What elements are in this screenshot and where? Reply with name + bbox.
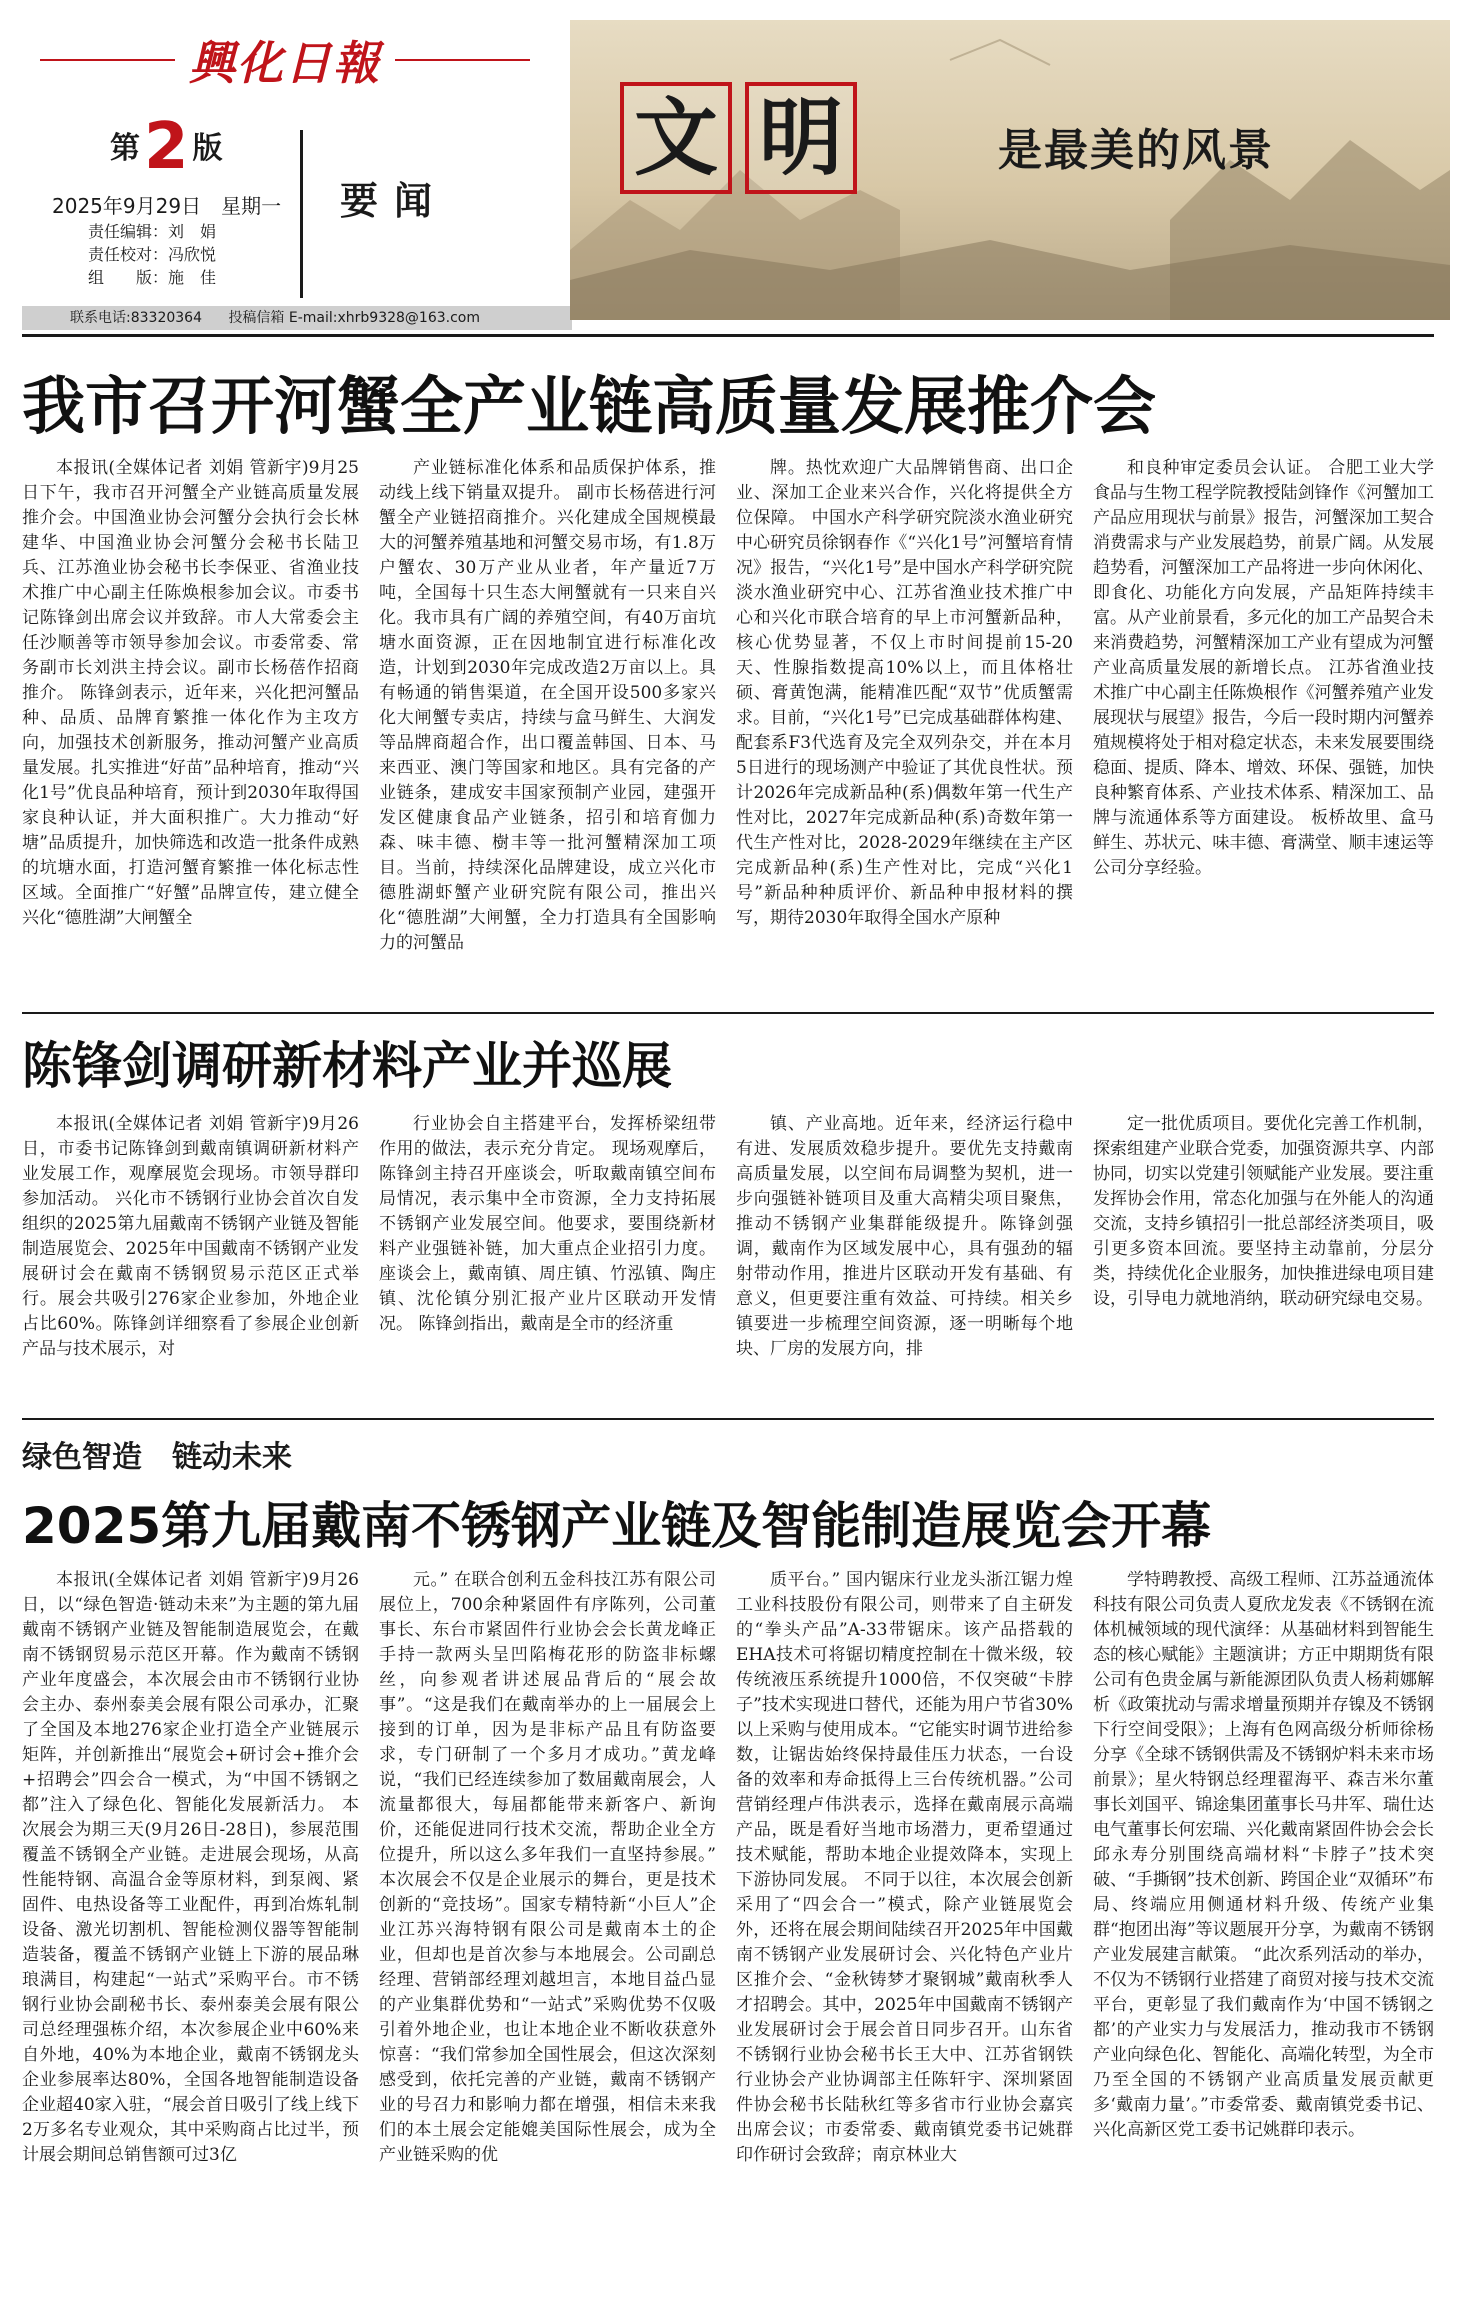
article3-kicker: 绿色智造 链动未来 [22,1440,292,1475]
edition-number: 第2 版 [110,110,223,184]
article1-col1: 本报讯(全媒体记者 刘娟 管新宇)9月25日下午，我市召开河蟹全产业链高质量发展推介会。中国渔业协会河蟹分会执行会长林建华、中国渔业协会河蟹分会秘书长陆卫兵、江苏渔业协会秘书长李保亚、省渔业技术推广中心副主任陈焕根参加会议。市委书记陈锋剑出席会议并致辞。市人大常委会主任沙顺善等市领导参加会议。市委常委、常务副市长刘洪主持会议。副市长杨蓓作招商推介。 陈锋剑表示，近年来，兴化把河蟹品种、品质、品牌育繁推一体化作为主攻方向，加强技术创新服务，推动河蟹产业高质量发展。扎实推进“好苗”品种培育，推动“兴化1号”优良品种培育，预计到2030年取得国家良种认证，并大面积推广。大力推动“好塘”品质提升，加快筛选和改造一批条件成熟的坑塘水面，打造河蟹育繁推一体化标志性区域。全面推广“好蟹”品牌宣传，建立健全兴化“德胜湖”大闸蟹全 [22,458,359,928]
logo-text: 興化日報 [189,36,381,90]
article2-col3: 镇、产业高地。近年来，经济运行稳中有进、发展质效稳步提升。要优先支持戴南高质量发展，以空间布局调整为契机，进一步向强链补链项目及重大高精尖项目聚焦，推动不锈钢产业集群能级提升。陈锋剑强调，戴南作为区域发展中心，具有强劲的辐射带动作用，推进片区联动开发有基础、有意义，但更要注重有效益、可持续。相关乡镇要进一步梳理空间资源，逐一明晰每个地块、厂房的发展方向，排 [736,1114,1073,1359]
newspaper-logo [40,30,530,90]
layout-credit: 组 版：施 佳 [88,268,217,287]
contact-bar [22,306,572,330]
phone: 联系电话:83320364 [70,310,202,326]
article1-body [22,456,1434,998]
staff-credits [88,220,216,289]
article2-rule [22,1012,1434,1014]
editor-credit: 责任编辑：刘 娟 [88,222,217,241]
banner-char-ming: 明 [745,82,857,194]
article2-body [22,1112,1434,1402]
issue-date: 2025年9月29日 星期一 [52,194,282,218]
article2-headline: 陈锋剑调研新材料产业并巡展 [22,1037,672,1095]
masthead-divider [300,130,303,298]
civilization-banner [570,20,1450,320]
banner-char-wen: 文 [620,82,732,194]
email: 投稿信箱 E-mail:xhrb9328@163.com [228,310,480,326]
article3-headline: 2025第九届戴南不锈钢产业链及智能制造展览会开幕 [22,1497,1212,1555]
article3-rule [22,1418,1434,1420]
article1-col2: 产业链标准化体系和品质保护体系，推动线上线下销量双提升。 副市长杨蓓进行河蟹全产业链招商推介。兴化建成全国规模最大的河蟹养殖基地和河蟹交易市场，有1.8万户蟹农、30万产业从业者，年产量近7万吨，全国每十只生态大闸蟹就有一只来自兴化。我市具有广阔的养殖空间，有40万亩坑塘水面资源，正在因地制宜进行标准化改造，计划到2030年完成改造2万亩以上。具有畅通的销售渠道，在全国开设500多家兴化大闸蟹专卖店，持续与盒马鲜生、大润发等品牌商超合作，出口覆盖韩国、日本、马来西亚、澳门等国家和地区。具有完备的产业链条，建成安丰国家预制产业园，建强开发区健康食品产业链条，招引和培育伽力森、味丰德、樹丰等一批河蟹精深加工项目。当前，持续深化品牌建设，成立兴化市德胜湖虾蟹产业研究院有限公司，推出兴化“德胜湖”大闸蟹，全力打造具有全国影响力的河蟹品 [379,458,716,953]
article1-headline: 我市召开河蟹全产业链高质量发展推介会 [22,370,1156,443]
section-title: 要闻 [340,178,449,223]
article1-col4: 和良种审定委员会认证。 合肥工业大学食品与生物工程学院教授陆剑锋作《河蟹加工产品应用现状与前景》报告，河蟹深加工契合消费需求与产业发展趋势，前景广阔。从发展趋势看，河蟹深加工产品将进一步向休闲化、即食化、功能化方向发展，产品矩阵持续丰富。从产业前景看，多元化的加工产品契合未来消费趋势，河蟹精深加工产业有望成为河蟹产业高质量发展的新增长点。 江苏省渔业技术推广中心副主任陈焕根作《河蟹养殖产业发展现状与展望》报告，今后一段时期内河蟹养殖规模将处于相对稳定状态，未来发展要围绕稳面、提质、降本、增效、环保、强链，加快良种繁育体系、产业技术体系、精深加工、品牌与流通体系等方面建设。 板桥故里、盒马鲜生、苏状元、味丰德、膏满堂、顺丰速运等公司分享经验。 [1093,458,1434,878]
banner-subtitle: 是最美的风景 [998,125,1274,176]
proofreader-credit: 责任校对：冯欣悦 [88,245,217,264]
top-rule [22,334,1434,337]
article3-col1: 本报讯(全媒体记者 刘娟 管新宇)9月26日，以“绿色智造·链动未来”为主题的第九届戴南不锈钢产业链及智能制造展览会，在戴南不锈钢贸易示范区开幕。作为戴南不锈钢产业年度盛会，本次展会由市不锈钢行业协会主办、泰州泰美会展有限公司承办，汇聚了全国及本地276家企业打造全产业链展示矩阵，并创新推出“展览会+研讨会+推介会+招聘会”四会合一模式，为“中国不锈钢之都”注入了绿色化、智能化发展新活力。 本次展会为期三天(9月26日-28日)，参展范围覆盖不锈钢全产业链。走进展会现场，从高性能特钢、高温合金等原材料，到泵阀、紧固件、电热设备等工业配件，再到冶炼轧制设备、激光切割机、智能检测仪器等智能制造装备，覆盖不锈钢产业链上下游的展品琳琅满目，构建起“一站式”采购平台。市不锈钢行业协会副秘书长、泰州泰美会展有限公司总经理强栋介绍，本次参展企业中60%来自外地，40%为本地企业，戴南不锈钢龙头企业参展率达80%，全国各地智能制造设备企业超40家入驻，“展会首日吸引了线上线下2万多名专业观众，其中采购商占比过半，预计展会期间总销售额可过3亿 [22,1570,359,2165]
article2-col2: 行业协会自主搭建平台，发挥桥梁纽带作用的做法，表示充分肯定。 现场观摩后，陈锋剑主持召开座谈会，听取戴南镇空间布局情况，表示集中全市资源，全力支持拓展不锈钢产业发展空间。他要求，要围绕新材料产业强链补链，加大重点企业招引力度。 座谈会上，戴南镇、周庄镇、竹泓镇、陶庄镇、沈伦镇分别汇报产业片区联动开发情况。 陈锋剑指出，戴南是全市的经济重 [379,1114,716,1334]
article2-col1: 本报讯(全媒体记者 刘娟 管新宇)9月26日，市委书记陈锋剑到戴南镇调研新材料产业发展工作，观摩展览会现场。市领导群印参加活动。 兴化市不锈钢行业协会首次自发组织的2025第九届戴南不锈钢产业链及智能制造展览会、2025年中国戴南不锈钢产业发展研讨会在戴南不锈钢贸易示范区正式举行。展会共吸引276家企业参加，外地企业占比60%。陈锋剑详细察看了参展企业创新产品与技术展示，对 [22,1114,359,1359]
article3-col4: 学特聘教授、高级工程师、江苏益通流体科技有限公司负责人夏欣龙发表《不锈钢在流体机械领域的现代演绎：从基础材料到智能生态的核心赋能》主题演讲；方正中期期货有限公司有色贵金属与新能源团队负责人杨莉娜解析《政策扰动与需求增量预期并存镍及不锈钢下行空间受限》；上海有色网高级分析师徐杨分享《全球不锈钢供需及不锈钢炉料未来市场前景》；星火特钢总经理翟海平、森吉米尔董事长刘国平、锦途集团董事长马井军、瑞仕达电气董事长何宏瑞、兴化戴南紧固件协会会长邱永寿分别围绕高端材料“卡脖子”技术突破、“手撕钢”技术创新、跨国企业“双循环”布局、终端应用侧通材料升级、传统产业集群“抱团出海”等议题展开分享，为戴南不锈钢产业发展建言献策。 “此次系列活动的举办，不仅为不锈钢行业搭建了商贸对接与技术交流平台，更彰显了我们戴南作为‘中国不锈钢之都’的产业实力与发展活力，推动我市不锈钢产业向绿色化、智能化、高端化转型，为全市乃至全国的不锈钢产业高质量发展贡献更多‘戴南力量’。”市委常委、戴南镇党委书记、兴化高新区党工委书记姚群印表示。 [1093,1570,1434,2140]
article2-col4: 定一批优质项目。要优化完善工作机制，探索组建产业联合党委，加强资源共享、内部协同，切实以党建引领赋能产业发展。要注重发挥协会作用，常态化加强与在外能人的沟通交流，支持乡镇招引一批总部经济类项目，吸引更多资本回流。要坚持主动靠前，分层分类，持续优化企业服务，加快推进绿电项目建设，引导电力就地消纳，联动研究绿电交易。 [1093,1114,1434,1309]
article3-col2: 元。” 在联合创利五金科技江苏有限公司展位上，700余种紧固件有序陈列，公司董事长、东台市紧固件行业协会会长黄龙峰正手持一款两头呈凹陷梅花形的防盗非标螺丝，向参观者讲述展品背后的“展会故事”。“这是我们在戴南举办的上一届展会上接到的订单，因为是非标产品且有防盗要求，专门研制了一个多月才成功。”黄龙峰说，“我们已经连续参加了数届戴南展会，人流量都很大，每届都能带来新客户、新询价，还能促进同行技术交流，帮助企业全方位提升，所以这么多年我们一直坚持参展。” 本次展会不仅是企业展示的舞台，更是技术创新的“竞技场”。国家专精特新“小巨人”企业江苏兴海特钢有限公司是戴南本土的企业，但却也是首次参与本地展会。公司副总经理、营销部经理刘越坦言，本地目益凸显的产业集群优势和“一站式”采购优势不仅吸引着外地企业，也让本地企业不断收获意外惊喜：“我们常参加全国性展会，但这次深刻感受到，依托完善的产业链，戴南不锈钢产业的号召力和影响力都在增强，相信未来我们的本土展会定能媲美国际性展会，成为全产业链采购的优 [379,1570,716,2165]
article3-col3: 质平台。” 国内锯床行业龙头浙江锯力煌工业科技股份有限公司，则带来了自主研发的“拳头产品”A-33带锯床。该产品搭载的EHA技术可将锯切精度控制在十微米级，较传统液压系统提升1000倍，不仅突破“卡脖子”技术实现进口替代，还能为用户节省30%以上采购与使用成本。“它能实时调节进给参数，让锯齿始终保持最佳压力状态，一台设备的效率和寿命抵得上三台传统机器。”公司营销经理卢伟洪表示，选择在戴南展示高端产品，既是看好当地市场潜力，更希望通过技术赋能，帮助本地企业提效降本，实现上下游协同发展。 不同于以往，本次展会创新采用了“四会合一”模式，除产业链展览会外，还将在展会期间陆续召开2025年中国戴南不锈钢产业发展研讨会、兴化特色产业片区推介会、“金秋铸梦才聚钢城”戴南秋季人才招聘会。其中，2025年中国戴南不锈钢产业发展研讨会于展会首日同步召开。山东省不锈钢行业协会秘书长王大中、江苏省钢铁行业协会产业协调部主任陈轩宇、深圳紧固件协会秘书长陆秋红等多省市行业协会嘉宾出席会议；市委常委、戴南镇党委书记姚群印作研讨会致辞；南京林业大 [736,1570,1073,2165]
article3-body [22,1568,1434,2284]
article1-col3: 牌。热忱欢迎广大品牌销售商、出口企业、深加工企业来兴合作，兴化将提供全方位保障。 中国水产科学研究院淡水渔业研究中心研究员徐钢春作《“兴化1号”河蟹培育情况》报告，“兴化1号”是中国水产科学研究院淡水渔业研究中心、江苏省渔业技术推广中心和兴化市联合培育的早上市河蟹新品种，核心优势显著，不仅上市时间提前15-20天、性腺指数提高10%以上，而且体格壮硕、膏黄饱满，能精准匹配“双节”优质蟹需求。目前，“兴化1号”已完成基础群体构建、配套系F3代选育及完全双列杂交，并在本月5日进行的现场测产中验证了其优良性状。预计2026年完成新品种(系)偶数年第一代生产性对比，2027年完成新品种(系)奇数年第一代生产性对比，2028-2029年继续在主产区完成新品种(系)生产性对比，完成“兴化1号”新品种种质评价、新品种申报材料的撰写，期待2030年取得全国水产原种 [736,458,1073,928]
masthead [0,0,1457,332]
